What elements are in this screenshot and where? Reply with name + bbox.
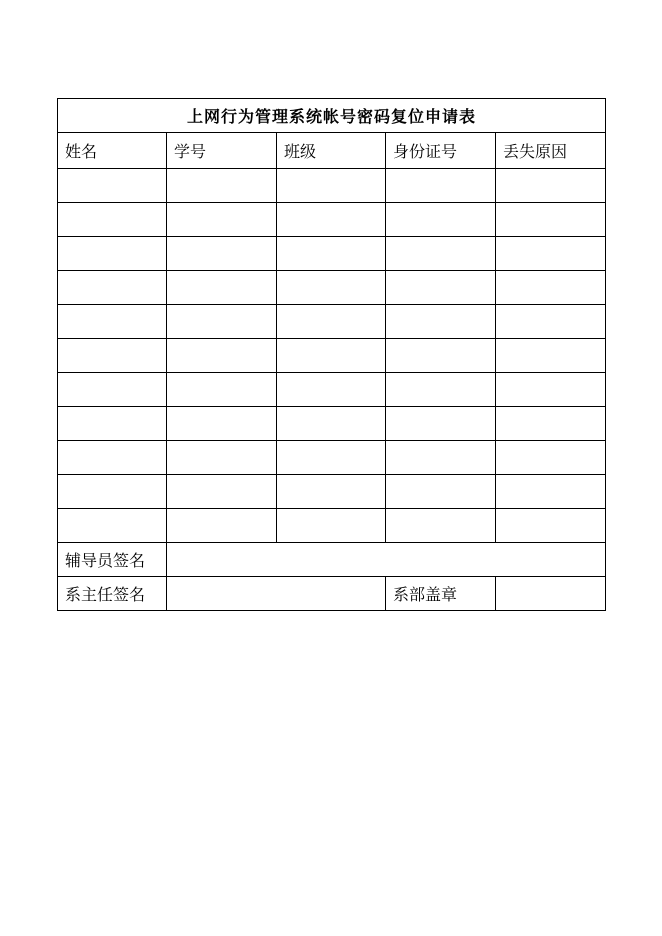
counselor-signature-label: 辅导员签名 bbox=[58, 543, 167, 577]
table-row bbox=[58, 373, 606, 407]
column-header-class: 班级 bbox=[277, 133, 386, 169]
cell-student-id[interactable] bbox=[167, 271, 277, 305]
column-header-student-id: 学号 bbox=[167, 133, 277, 169]
cell-id-number[interactable] bbox=[386, 271, 496, 305]
cell-class[interactable] bbox=[277, 475, 386, 509]
cell-name[interactable] bbox=[58, 203, 167, 237]
cell-loss-reason[interactable] bbox=[496, 339, 606, 373]
table-row bbox=[58, 407, 606, 441]
cell-loss-reason[interactable] bbox=[496, 203, 606, 237]
cell-id-number[interactable] bbox=[386, 237, 496, 271]
counselor-signature-row bbox=[58, 543, 606, 577]
department-seal-label: 系部盖章 bbox=[386, 577, 496, 611]
cell-student-id[interactable] bbox=[167, 203, 277, 237]
cell-loss-reason[interactable] bbox=[496, 305, 606, 339]
cell-loss-reason[interactable] bbox=[496, 509, 606, 543]
cell-class[interactable] bbox=[277, 373, 386, 407]
table-row bbox=[58, 271, 606, 305]
cell-id-number[interactable] bbox=[386, 339, 496, 373]
cell-loss-reason[interactable] bbox=[496, 237, 606, 271]
cell-name[interactable] bbox=[58, 169, 167, 203]
reset-application-form bbox=[57, 98, 606, 611]
table-row bbox=[58, 475, 606, 509]
cell-class[interactable] bbox=[277, 169, 386, 203]
cell-name[interactable] bbox=[58, 237, 167, 271]
table-row bbox=[58, 237, 606, 271]
cell-class[interactable] bbox=[277, 203, 386, 237]
cell-name[interactable] bbox=[58, 305, 167, 339]
director-signature-field[interactable] bbox=[167, 577, 386, 611]
cell-id-number[interactable] bbox=[386, 203, 496, 237]
table-row bbox=[58, 339, 606, 373]
cell-class[interactable] bbox=[277, 441, 386, 475]
cell-id-number[interactable] bbox=[386, 373, 496, 407]
cell-loss-reason[interactable] bbox=[496, 271, 606, 305]
cell-id-number[interactable] bbox=[386, 407, 496, 441]
cell-loss-reason[interactable] bbox=[496, 373, 606, 407]
cell-student-id[interactable] bbox=[167, 237, 277, 271]
cell-class[interactable] bbox=[277, 407, 386, 441]
cell-student-id[interactable] bbox=[167, 373, 277, 407]
cell-name[interactable] bbox=[58, 475, 167, 509]
cell-name[interactable] bbox=[58, 407, 167, 441]
cell-name[interactable] bbox=[58, 373, 167, 407]
cell-name[interactable] bbox=[58, 441, 167, 475]
cell-id-number[interactable] bbox=[386, 441, 496, 475]
table-row bbox=[58, 509, 606, 543]
cell-loss-reason[interactable] bbox=[496, 441, 606, 475]
cell-student-id[interactable] bbox=[167, 407, 277, 441]
department-seal-field[interactable] bbox=[496, 577, 606, 611]
cell-class[interactable] bbox=[277, 509, 386, 543]
cell-name[interactable] bbox=[58, 271, 167, 305]
cell-id-number[interactable] bbox=[386, 169, 496, 203]
cell-student-id[interactable] bbox=[167, 441, 277, 475]
director-signature-label: 系主任签名 bbox=[58, 577, 167, 611]
cell-student-id[interactable] bbox=[167, 475, 277, 509]
cell-name[interactable] bbox=[58, 339, 167, 373]
table-row bbox=[58, 305, 606, 339]
cell-class[interactable] bbox=[277, 237, 386, 271]
column-header-id-number: 身份证号 bbox=[386, 133, 496, 169]
table-row bbox=[58, 441, 606, 475]
cell-id-number[interactable] bbox=[386, 509, 496, 543]
title-row bbox=[58, 99, 606, 133]
cell-student-id[interactable] bbox=[167, 339, 277, 373]
column-header-loss-reason: 丢失原因 bbox=[496, 133, 606, 169]
director-signature-row bbox=[58, 577, 606, 611]
table-row bbox=[58, 203, 606, 237]
counselor-signature-field[interactable] bbox=[167, 543, 606, 577]
header-row bbox=[58, 133, 606, 169]
cell-class[interactable] bbox=[277, 339, 386, 373]
column-header-name: 姓名 bbox=[58, 133, 167, 169]
cell-class[interactable] bbox=[277, 305, 386, 339]
cell-name[interactable] bbox=[58, 509, 167, 543]
cell-loss-reason[interactable] bbox=[496, 407, 606, 441]
table-row bbox=[58, 169, 606, 203]
cell-student-id[interactable] bbox=[167, 305, 277, 339]
cell-student-id[interactable] bbox=[167, 509, 277, 543]
cell-loss-reason[interactable] bbox=[496, 475, 606, 509]
form-title: 上网行为管理系统帐号密码复位申请表 bbox=[58, 99, 606, 133]
cell-loss-reason[interactable] bbox=[496, 169, 606, 203]
cell-class[interactable] bbox=[277, 271, 386, 305]
cell-id-number[interactable] bbox=[386, 475, 496, 509]
cell-student-id[interactable] bbox=[167, 169, 277, 203]
cell-id-number[interactable] bbox=[386, 305, 496, 339]
